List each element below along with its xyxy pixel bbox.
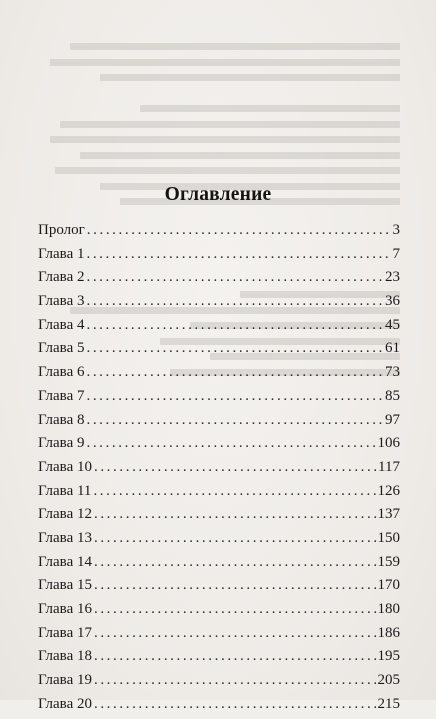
toc-entry-label: Глава 9 xyxy=(38,435,85,452)
toc-entry-page-number: 126 xyxy=(377,482,400,499)
toc-entry-page-number: 117 xyxy=(378,458,400,475)
dot-leader xyxy=(94,601,377,618)
toc-entry-page-number: 3 xyxy=(392,222,400,238)
toc-entry-label: Глава 17 xyxy=(38,624,92,641)
toc-entry-page-number: 45 xyxy=(385,316,400,333)
toc-entry-page-number: 137 xyxy=(377,506,400,523)
toc-entry-page-number: 180 xyxy=(377,601,400,617)
toc-entry-label: Глава 15 xyxy=(38,577,92,594)
toc-entry-page-number: 205 xyxy=(377,672,400,689)
toc-entry-page-number: 106 xyxy=(377,435,400,452)
dot-leader xyxy=(94,648,377,665)
toc-entry xyxy=(38,554,400,578)
toc-entry-page-number: 215 xyxy=(377,695,400,712)
toc-entry xyxy=(38,340,400,364)
toc-entry-label: Глава 18 xyxy=(38,648,92,665)
dot-leader xyxy=(86,435,376,452)
toc-entry-label: Глава 11 xyxy=(38,482,92,499)
toc-entry-page-number: 195 xyxy=(377,648,400,665)
toc-entry xyxy=(38,222,400,246)
dot-leader xyxy=(87,222,392,239)
toc-entry-page-number: 36 xyxy=(385,293,400,310)
dot-leader xyxy=(94,625,377,642)
dot-leader xyxy=(86,340,384,357)
toc-entry xyxy=(38,246,400,270)
dot-leader xyxy=(86,293,384,310)
toc-entry-page-number: 186 xyxy=(377,624,400,641)
dot-leader xyxy=(94,577,377,594)
dot-leader xyxy=(86,317,384,334)
dot-leader xyxy=(93,483,376,500)
dot-leader xyxy=(94,696,377,713)
toc-entry-label: Глава 20 xyxy=(38,695,92,712)
dot-leader xyxy=(86,269,384,286)
toc-entry-page-number: 23 xyxy=(385,269,400,286)
toc-entry-label: Глава 10 xyxy=(38,458,92,475)
toc-entry-label: Глава 5 xyxy=(38,340,85,357)
toc-entry xyxy=(38,530,400,554)
toc-entry xyxy=(38,269,400,293)
toc-entry-label: Глава 8 xyxy=(38,411,85,428)
toc-entry-label: Глава 7 xyxy=(38,387,85,404)
toc-entry xyxy=(38,506,400,530)
toc-entry-label: Глава 19 xyxy=(38,672,92,689)
toc-entry-page-number: 61 xyxy=(385,340,400,357)
toc-entry xyxy=(38,648,400,672)
dot-leader xyxy=(94,506,377,523)
toc-entry xyxy=(38,388,400,412)
toc-entry-label: Глава 14 xyxy=(38,553,92,570)
toc-entry-label: Глава 1 xyxy=(38,245,85,262)
toc-entry xyxy=(38,412,400,436)
toc-entry-label: Глава 3 xyxy=(38,293,85,310)
toc-entry-page-number: 7 xyxy=(392,245,400,262)
toc-entry-page-number: 85 xyxy=(385,387,400,404)
dot-leader xyxy=(86,412,384,429)
toc-entry xyxy=(38,293,400,317)
toc-entry-page-number: 170 xyxy=(377,577,400,594)
toc-title: Оглавление xyxy=(164,184,272,205)
dot-leader xyxy=(94,459,377,476)
toc-entry-label: Глава 2 xyxy=(38,269,85,286)
toc-entry xyxy=(38,459,400,483)
toc-entry xyxy=(38,625,400,649)
toc-entry-label: Глава 4 xyxy=(38,316,85,333)
toc-entry xyxy=(38,435,400,459)
toc-entry-page-number: 97 xyxy=(385,411,400,428)
toc-entry-page-number: 73 xyxy=(385,364,400,381)
toc-entry xyxy=(38,601,400,625)
dot-leader xyxy=(94,530,377,547)
toc-entry-page-number: 159 xyxy=(377,553,400,570)
toc-entry xyxy=(38,672,400,696)
toc-entry xyxy=(38,364,400,388)
toc-entry-label: Пролог xyxy=(38,222,85,238)
toc-entry-label: Глава 13 xyxy=(38,529,92,546)
toc-list xyxy=(38,222,400,719)
toc-entry xyxy=(38,696,400,719)
toc-entry-label: Глава 6 xyxy=(38,364,85,381)
toc-entry xyxy=(38,483,400,507)
dot-leader xyxy=(86,364,384,381)
dot-leader xyxy=(94,672,377,689)
toc-entry-label: Глава 12 xyxy=(38,506,92,523)
toc-entry-label: Глава 16 xyxy=(38,601,92,617)
toc-entry xyxy=(38,317,400,341)
dot-leader xyxy=(86,246,391,263)
toc-entry xyxy=(38,577,400,601)
dot-leader xyxy=(94,554,377,571)
dot-leader xyxy=(86,388,384,405)
toc-entry-page-number: 150 xyxy=(377,529,400,546)
